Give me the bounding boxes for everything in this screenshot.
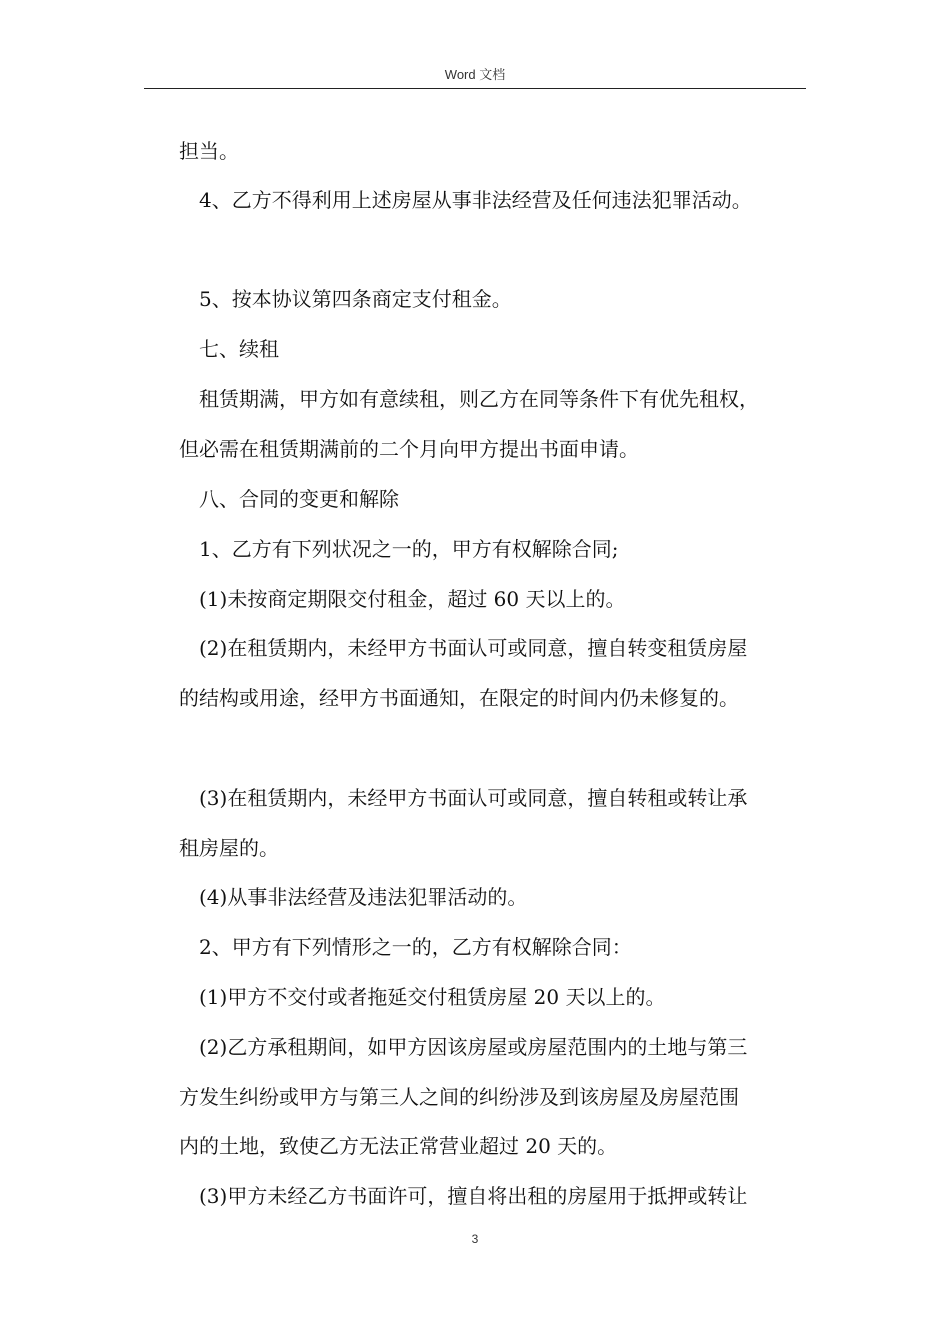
- body-line: (1)未按商定期限交付租金，超过 60 天以上的。: [199, 587, 626, 611]
- body-line: 租赁期满，甲方如有意续租，则乙方在同等条件下有优先租权，: [199, 387, 759, 411]
- body-line: (2)在租赁期内，未经甲方书面认可或同意，擅自转变租赁房屋: [199, 636, 748, 660]
- body-line: 的结构或用途，经甲方书面通知，在限定的时间内仍未修复的。: [179, 686, 739, 710]
- body-line: (4)从事非法经营及违法犯罪活动的。: [199, 885, 528, 909]
- header-rule: [144, 88, 806, 89]
- page-header: Word 文档: [444, 67, 506, 82]
- body-line: 2、甲方有下列情形之一的，乙方有权解除合同：: [199, 935, 632, 959]
- body-line: 1、乙方有下列状况之一的，甲方有权解除合同;: [199, 537, 619, 561]
- body-line: 租房屋的。: [179, 836, 279, 860]
- body-line: 内的土地，致使乙方无法正常营业超过 20 天的。: [179, 1134, 618, 1158]
- page-number: 3: [471, 1232, 479, 1246]
- body-line: 5、按本协议第四条商定支付租金。: [199, 287, 512, 311]
- body-line: (1)甲方不交付或者拖延交付租赁房屋 20 天以上的。: [199, 985, 666, 1009]
- body-line: (3)在租赁期内，未经甲方书面认可或同意，擅自转租或转让承: [199, 786, 748, 810]
- body-line: (3)甲方未经乙方书面许可，擅自将出租的房屋用于抵押或转让: [199, 1184, 748, 1208]
- body-line: 方发生纠纷或甲方与第三人之间的纠纷涉及到该房屋及房屋范围: [179, 1085, 739, 1109]
- body-line: 但必需在租赁期满前的二个月向甲方提出书面申请。: [179, 437, 639, 461]
- section-heading: 七、续租: [199, 337, 279, 361]
- body-line: (2)乙方承租期间，如甲方因该房屋或房屋范围内的土地与第三: [199, 1035, 748, 1059]
- body-line: 担当。: [179, 139, 239, 163]
- body-line: 4、乙方不得利用上述房屋从事非法经营及任何违法犯罪活动。: [199, 188, 752, 212]
- section-heading: 八、合同的变更和解除: [199, 487, 399, 511]
